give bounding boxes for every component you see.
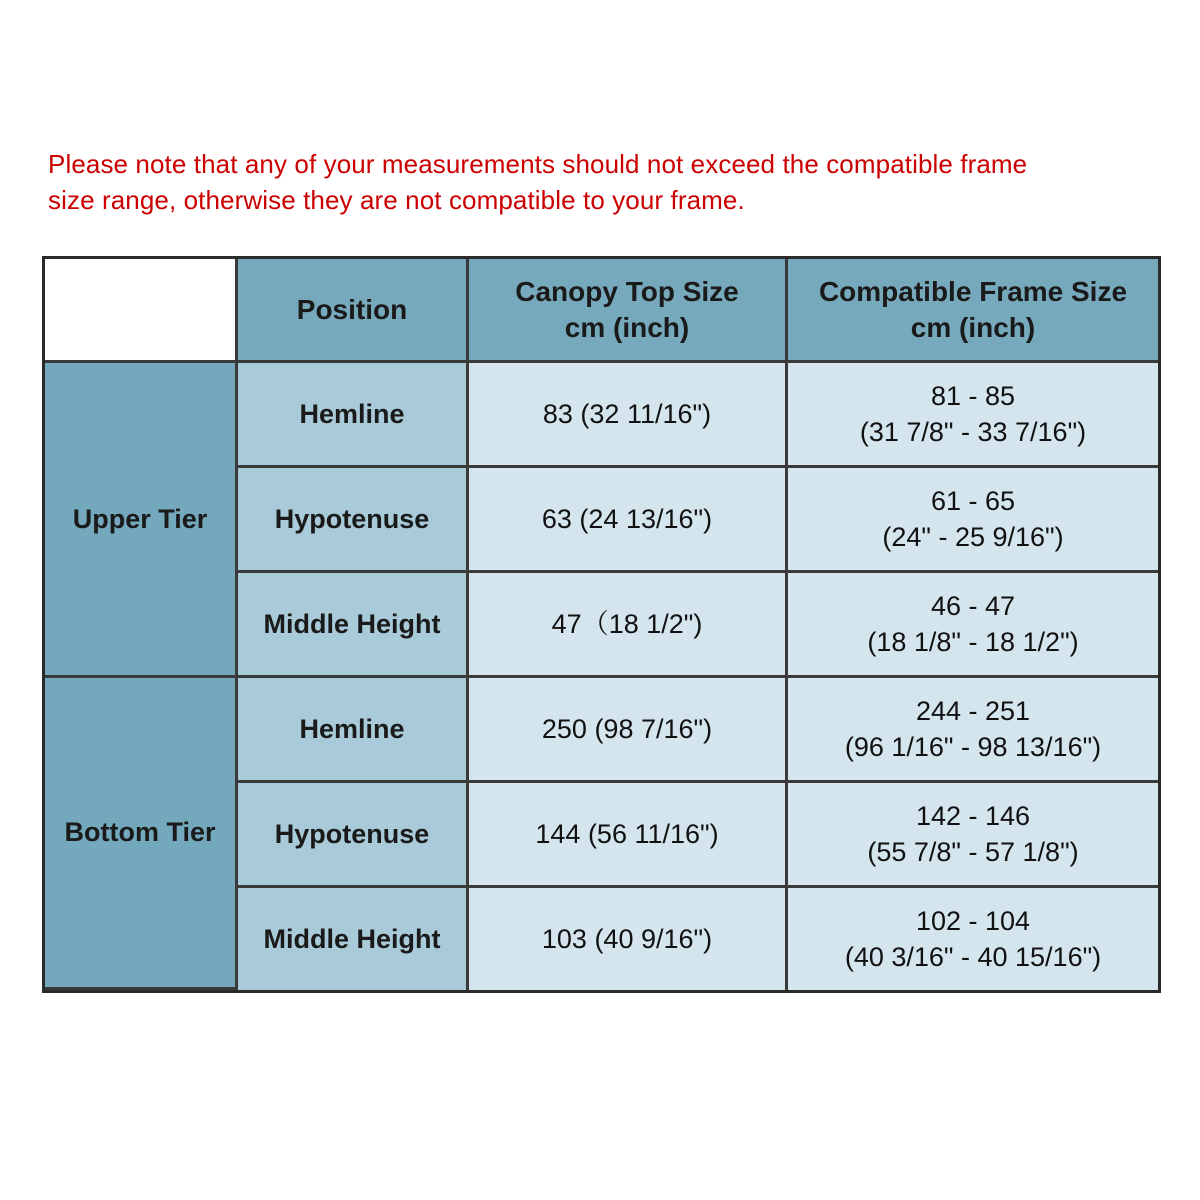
- position-cell: Hypotenuse: [238, 468, 469, 573]
- header-position: Position: [238, 259, 469, 363]
- table-header-row: [45, 259, 1158, 363]
- size-chart-table: [42, 256, 1161, 993]
- position-cell: Hemline: [238, 363, 469, 468]
- frame-size-cell: 244 - 251 (96 1/16" - 98 13/16"): [788, 678, 1158, 783]
- frame-size-cell: 81 - 85 (31 7/8" - 33 7/16"): [788, 363, 1158, 468]
- canopy-size-cell: 250 (98 7/16"): [469, 678, 788, 783]
- frame-size-cell: 102 - 104 (40 3/16" - 40 15/16"): [788, 888, 1158, 990]
- header-corner-cell: [45, 259, 238, 363]
- canopy-size-cell: 103 (40 9/16"): [469, 888, 788, 990]
- compatibility-note: [48, 146, 1158, 218]
- frame-size-cell: 142 - 146 (55 7/8" - 57 1/8"): [788, 783, 1158, 888]
- position-cell: Middle Height: [238, 573, 469, 678]
- frame-size-cell: 46 - 47 (18 1/8" - 18 1/2"): [788, 573, 1158, 678]
- canopy-size-cell: 47（18 1/2"): [469, 573, 788, 678]
- frame-size-cell: 61 - 65 (24" - 25 9/16"): [788, 468, 1158, 573]
- canopy-size-cell: 83 (32 11/16"): [469, 363, 788, 468]
- tier-label-upper: Upper Tier: [45, 363, 238, 678]
- canopy-size-cell: 63 (24 13/16"): [469, 468, 788, 573]
- note-line-2: size range, otherwise they are not compatible to your frame.: [48, 185, 745, 215]
- header-canopy-top-size: Canopy Top Size cm (inch): [469, 259, 788, 363]
- table-row: [45, 678, 1158, 783]
- position-cell: Hemline: [238, 678, 469, 783]
- table-row: [45, 363, 1158, 468]
- tier-label-bottom: Bottom Tier: [45, 678, 238, 990]
- canopy-size-cell: 144 (56 11/16"): [469, 783, 788, 888]
- note-line-1: Please note that any of your measurements should not exceed the compatible frame: [48, 149, 1028, 179]
- header-compatible-frame-size: Compatible Frame Size cm (inch): [788, 259, 1158, 363]
- position-cell: Hypotenuse: [238, 783, 469, 888]
- position-cell: Middle Height: [238, 888, 469, 990]
